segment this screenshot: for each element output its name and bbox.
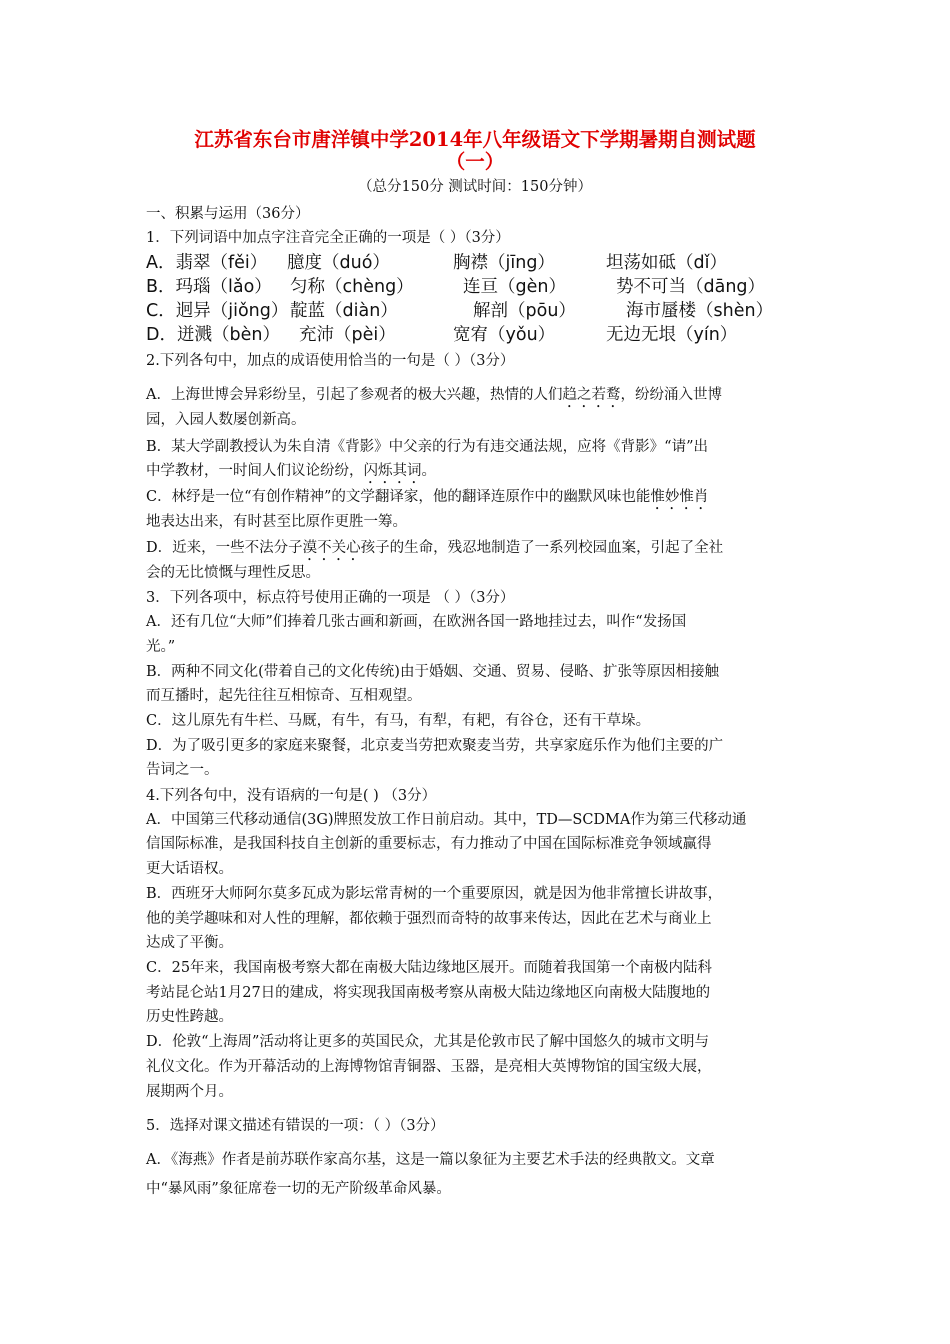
q2-c-text-1: C．林纾是一位“有创作精神”的文学翻译家，他的翻译连原作中的幽默风味也能 — [146, 489, 651, 505]
q1-b-word-2: 匀称（chèng） — [290, 277, 414, 297]
q4-option-c-line-3: 历史性跨越。 — [146, 1009, 233, 1025]
q5-option-a-line-2: 中“暴风雨”象征席卷一切的无产阶级革命风暴。 — [146, 1181, 451, 1197]
q2-option-c-line-1 — [146, 487, 708, 513]
q3-option-b-line-2: 而互播时，起先往往互相惊奇、互相观望。 — [146, 688, 422, 704]
q1-stem: 1．下列词语中加点字注音完全正确的一项是（ ）（3分） — [146, 230, 510, 246]
q2-d-idiom: 漠不关心 — [302, 540, 361, 556]
q1-a-word-2: 臆度（duó） — [287, 253, 390, 273]
q2-option-d-line-1 — [146, 538, 723, 564]
q2-b-text-1: 中学教材，一时间人们议论纷纷， — [146, 463, 364, 479]
q5-option-a-line-1: A．《海燕》作者是前苏联作家高尔基，这是一篇以象征为主要艺术手法的经典散文。文章 — [146, 1152, 715, 1168]
q4-option-b-line-2: 他的美学趣味和对人性的理解，都依赖于强烈而奇特的故事来传达，因此在艺术与商业上 — [146, 911, 712, 927]
q1-c-word-2: 靛蓝（diàn） — [290, 301, 398, 321]
q4-option-d-line-1: D．伦敦“上海周”活动将让更多的英国民众，尤其是伦敦市民了解中国悠久的城市文明与 — [146, 1034, 709, 1050]
q3-option-b-line-1: B．两种不同文化(带着自己的文化传统)由于婚姻、交通、贸易、侵略、扩张等原因相接触 — [146, 664, 719, 680]
q2-d-text-1: D．近来，一些不法分子 — [146, 540, 303, 556]
title-line-1: 江苏省东台市唐洋镇中学2014年八年级语文下学期暑期自测试题 — [194, 128, 756, 151]
q2-stem: 2.下列各句中，加点的成语使用恰当的一句是（ ）（3分） — [146, 353, 515, 369]
q1-b-word-4: 势不可当（dāng） — [616, 277, 766, 297]
q4-option-d-line-2: 礼仪文化。作为开幕活动的上海博物馆青铜器、玉器，是亮相大英博物馆的国宝级大展， — [146, 1059, 712, 1075]
q1-a-word-4: 坦荡如砥（dǐ） — [606, 253, 727, 273]
q3-option-d-line-2: 告词之一。 — [146, 762, 219, 778]
q4-option-b-line-1: B．西班牙大师阿尔莫多瓦成为影坛常青树的一个重要原因，就是因为他非常擅长讲故事， — [146, 886, 723, 902]
section-heading: 一、积累与运用（36分） — [146, 206, 310, 222]
q4-stem: 4.下列各句中，没有语病的一句是( ) （3分） — [146, 788, 437, 804]
q2-c-idiom: 惟妙惟肖 — [650, 489, 709, 505]
q4-option-d-line-3: 展期两个月。 — [146, 1084, 233, 1100]
q2-a-idiom: 趋之若鹜 — [562, 387, 621, 403]
q3-stem: 3．下列各项中，标点符号使用正确的一项是 （ ）（3分） — [146, 590, 515, 606]
q2-option-a-line-1 — [146, 385, 722, 411]
q1-a-word-1: A．翡翠（fěi） — [146, 253, 268, 273]
q4-option-b-line-3: 达成了平衡。 — [146, 935, 233, 951]
q3-option-d-line-1: D．为了吸引更多的家庭来聚餐，北京麦当劳把欢聚麦当劳，共享家庭乐作为他们主要的广 — [146, 738, 724, 754]
q2-option-d-line-2: 会的无比愤慨与理性反思。 — [146, 565, 320, 581]
q2-a-text-2: ，纷纷涌入世博 — [620, 387, 722, 403]
q1-c-word-1: C．迥异（jiǒng） — [146, 301, 289, 321]
q1-c-word-4: 海市蜃楼（shèn） — [626, 301, 774, 321]
q4-option-c-line-2: 考站昆仑站1月27日的建成，将实现我国南极考察从南极大陆边缘地区向南极大陆腹地的 — [146, 985, 711, 1001]
q1-c-word-3: 解剖（pōu） — [473, 301, 576, 321]
q4-option-a-line-1: A．中国第三代移动通信(3G)牌照发放工作日前启动。其中，TD—SCDMA作为第三代移动通 — [146, 812, 747, 828]
exam-meta: （总分150分 测试时间：150分钟） — [358, 179, 592, 195]
q1-b-word-3: 连亘（gèn） — [463, 277, 566, 297]
q4-option-a-line-3: 更大话语权。 — [146, 861, 233, 877]
q2-option-b-line-1: B．某大学副教授认为朱自清《背影》中父亲的行为有违交通法规，应将《背影》“请”出 — [146, 439, 708, 455]
q2-option-b-line-2 — [146, 461, 436, 487]
q1-d-word-3: 宽宥（yǒu） — [453, 325, 556, 345]
q4-option-a-line-2: 信国际标准，是我国科技自主创新的重要标志，有力推动了中国在国际标准竞争领域赢得 — [146, 836, 712, 852]
q5-stem: 5．选择对课文描述有错误的一项：（ ）（3分） — [146, 1118, 445, 1134]
q2-d-text-2: 孩子的生命，残忍地制造了一系列校园血案，引起了全社 — [360, 540, 724, 556]
q2-b-idiom: 闪烁其词 — [363, 463, 422, 479]
q2-option-a-line-2: 园，入园人数屡创新高。 — [146, 412, 306, 428]
q1-d-word-1: D．迸溅（bèn） — [146, 325, 280, 345]
q2-a-text-1: A．上海世博会异彩纷呈，引起了参观者的极大兴趣，热情的人们 — [146, 387, 563, 403]
q3-option-a-line-1: A．还有几位“大师”们捧着几张古画和新画，在欧洲各国一路地挂过去，叫作“发扬国 — [146, 614, 687, 630]
q4-option-c-line-1: C．25年来，我国南极考察大都在南极大陆边缘地区展开。而随着我国第一个南极内陆科 — [146, 960, 713, 976]
q1-d-word-2: 充沛（pèi） — [299, 325, 396, 345]
q2-option-c-line-2: 地表达出来，有时甚至比原作更胜一筹。 — [146, 514, 407, 530]
q2-b-text-2: 。 — [421, 463, 436, 479]
q1-a-word-3: 胸襟（jīng） — [453, 253, 555, 273]
q3-option-a-line-2: 光。” — [146, 639, 176, 655]
q1-d-word-4: 无边无垠（yín） — [606, 325, 738, 345]
title-line-2: （一） — [445, 150, 505, 173]
q3-option-c-line-1: C．这儿原先有牛栏、马厩，有牛，有马，有犁，有耙，有谷仓，还有干草垛。 — [146, 713, 651, 729]
q1-b-word-1: B．玛瑙（lǎo） — [146, 277, 272, 297]
